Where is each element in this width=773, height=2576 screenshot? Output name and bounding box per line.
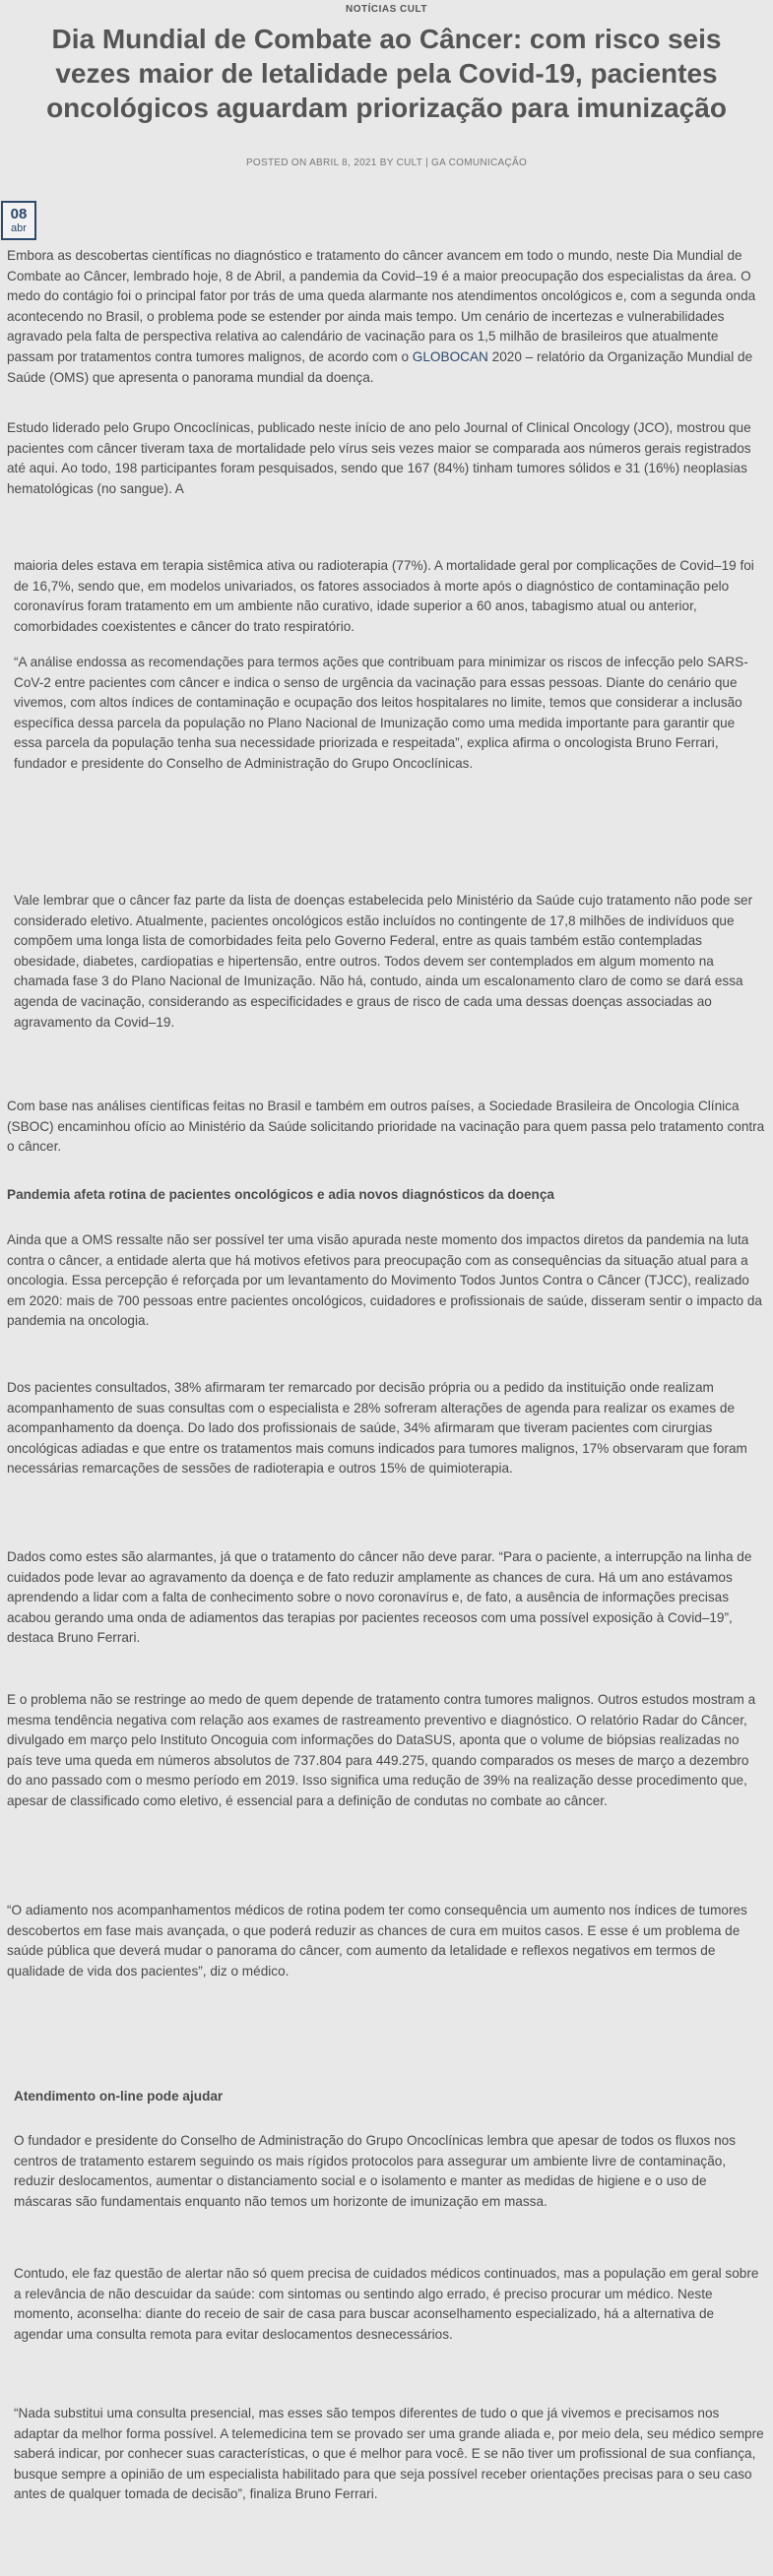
paragraph-3 — [7, 556, 766, 637]
date-badge-month: abr — [11, 222, 27, 234]
paragraph-3-text: maioria deles estava em terapia sistêmica ativa ou radioterapia (77%). A mortalidade geral por complicações de Covid–19 foi de 16,7%, sendo que, em modelos univariados, os fatores associados à morte após o diagnóstico de contaminação pelo coronavírus foram tratamento em um ambiente não curativo, idade superior a 60 anos, tabagismo atual ou anterior, comorbidades coexistentes e câncer do trato respiratório. — [14, 558, 754, 634]
date-badge — [1, 201, 36, 240]
paragraph-6-text: Com base nas análises científicas feitas no Brasil e também em outros países, a Sociedade Brasileira de Oncologia Clínica (SBOC) encaminhou ofício ao Ministério da Saúde solicitando prioridade na vacinação para quem passa pelo tratamento contra o câncer. — [7, 1099, 765, 1155]
post-date-link[interactable]: ABRIL 8, 2021 — [309, 157, 377, 168]
paragraph-9-text: Dados como estes são alarmantes, já que o tratamento do câncer não deve parar. “Para o paciente, a interrupção na linha de cuidados pode levar ao agravamento da doença e de fato reduzir amplamente as chances de cura. Há um ano estávamos aprendendo a lidar com a falta de conhecimento sobre o novo coronavírus e, de fato, a ausência de informações precisas acabou gerando uma onda de adiamentos das terapias por pacientes receosos com uma possível exposição à Covid–19”, destaca Bruno Ferrari. — [7, 1549, 752, 1646]
posted-on-label: POSTED ON — [245, 157, 307, 168]
paragraph-1 — [7, 246, 766, 388]
paragraph-11 — [7, 1901, 766, 1981]
paragraph-5 — [7, 891, 766, 1033]
paragraph-7 — [7, 1230, 766, 1332]
author-link[interactable]: CULT | GA COMUNICAÇÃO — [396, 157, 528, 168]
article-title: Dia Mundial de Combate ao Câncer: com risco seis vezes maior de letalidade pela Covid-19, pacientes oncológicos aguardam priorização para imunização — [46, 24, 727, 123]
paragraph-14 — [7, 2404, 766, 2505]
date-badge-day: 08 — [10, 206, 28, 222]
paragraph-14-text: “Nada substitui uma consulta presencial, mas esses são tempos diferentes de tudo o que já vivemos e precisamos nos adaptar da melhor forma possível. A telemedicina tem se provado ser uma grande aliada e, por meio dela, seu médico sempre saberá indicar, por conhecer suas características, o que é melhor para você. E se não tiver um profissional de sua confiança, busque sempre a opinião de um especialista habilitado para que seja possível receber orientações precisas para o seu caso antes de qualquer tomada de decisão”, finaliza Bruno Ferrari. — [14, 2406, 764, 2502]
section-heading-atendimento-text: Atendimento on-line pode ajudar — [14, 2089, 224, 2104]
paragraph-8 — [7, 1378, 766, 1479]
paragraph-4 — [7, 653, 766, 775]
paragraph-7-text: Ainda que a OMS ressalte não ser possível ter uma visão apurada neste momento dos impactos diretos da pandemia na luta contra o câncer, a entidade alerta que há motivos efetivos para preocupação com as consequências da situação atual para a oncologia. Essa percepção é reforçada por um levantamento do Movimento Todos Juntos Contra o Câncer (TJCC), realizado em 2020: mais de 700 pessoas entre pacientes oncológicos, cuidadores e profissionais de saúde, disseram sentir o impacto da pandemia na oncologia. — [7, 1232, 762, 1329]
paragraph-10-text: E o problema não se restringe ao medo de quem depende de tratamento contra tumores malignos. Outros estudos mostram a mesma tendência negativa com relação aos exames de rastreamento preventivo e diagnóstico. O relatório Radar do Câncer, divulgado em março pelo Instituto Oncoguia com informações do DataSUS, aponta que o volume de biópsias realizadas no país teve uma queda em números absolutos de 737.804 para 449.275, quando comparados os meses de março a dezembro do ano passado com o mesmo período em 2019. Isso significa uma redução de 39% na realização desse procedimento que, apesar de classificado como eletivo, é essencial para a definição de condutas no combate ao câncer. — [7, 1692, 756, 1808]
paragraph-2-text: Estudo liderado pelo Grupo Oncoclínicas, publicado neste início de ano pelo Journal of Clinical Oncology (JCO), mostrou que pacientes com câncer tiveram taxa de mortalidade pelo vírus seis vezes maior se comparada aos números gerais registrados até aqui. Ao todo, 198 participantes foram pesquisados, sendo que 167 (84%) tinham tumores sólidos e 31 (16%) neoplasias hematológicas (no sangue). A — [7, 420, 751, 496]
post-category[interactable]: NOTÍCIAS CULT — [346, 4, 427, 15]
paragraph-4-text: “A análise endossa as recomendações para termos ações que contribuam para minimizar os riscos de infecção pelo SARS-CoV-2 entre pacientes com câncer e indica o senso de urgência da vacinação para essas pessoas. Diante do cenário que vivemos, com altos índices de contaminação e ocupação dos leitos hospitalares no limite, temos que considerar a inclusão específica dessa parcela da população no Plano Nacional de Imunização como uma medida importante para garantir que essa parcela da população tenha sua necessidade priorizada e respeitada”, explica afirma o oncologista Bruno Ferrari, fundador e presidente do Conselho de Administração do Grupo Oncoclínicas. — [14, 655, 748, 771]
by-label: BY — [379, 157, 394, 168]
paragraph-12 — [7, 2131, 766, 2212]
paragraph-1-text-b: 2020 – relatório da Organização Mundial de Saúde (OMS) que apresenta o panorama mundial da doença. — [7, 348, 753, 385]
section-heading-atendimento — [7, 2087, 766, 2107]
section-heading-pandemia — [7, 1185, 766, 1206]
paragraph-9 — [7, 1547, 766, 1649]
paragraph-1-text-a: Embora as descobertas científicas no diagnóstico e tratamento do câncer avancem em todo o mundo, neste Dia Mundial de Combate ao Câncer, lembrado hoje, 8 de Abril, a pandemia da Covid–19 é a maior preocupação dos especialistas da área. O medo do contágio foi o principal fator por trás de uma queda alarmante nos atendimentos oncológicos e, com a segunda onda acontecendo no Brasil, o problema pode se estender por ainda mais tempo. Um cenário de incertezas e vulnerabilidades agravado pela falta de perspectiva relativa ao calendário de vacinação para os 1,5 milhão de brasileiros que atualmente passam por tratamentos contra tumores malignos, de acordo com o — [7, 248, 756, 364]
paragraph-2 — [7, 418, 766, 499]
paragraph-5-text: Vale lembrar que o câncer faz parte da lista de doenças estabelecida pelo Ministério da Saúde cujo tratamento não pode ser considerado eletivo. Atualmente, pacientes oncológicos estão incluídos no contingente de 17,8 milhões de indivíduos que compõem uma longa lista de comorbidades feita pelo Governo Federal, entre as quais também estão contempladas obesidade, diabetes, cardiopatias e hipertensão, entre outros. Todos devem ser contemplados em algum momento na chamada fase 3 do Plano Nacional de Imunização. Não há, contudo, ainda um escalonamento claro de como se dará essa agenda de vacinação, considerando as especificidades e graus de risco de cada uma dessas doenças associadas ao agravamento da Covid–19. — [14, 893, 753, 1030]
globocan-link[interactable]: GLOBOCAN — [412, 348, 488, 364]
paragraph-10 — [7, 1690, 766, 1812]
paragraph-13-text: Contudo, ele faz questão de alertar não só quem precisa de cuidados médicos continuados, mas a população em geral sobre a relevância de não descuidar da saúde: com sintomas ou sentindo algo errado, é preciso procurar um médico. Neste momento, aconselha: diante do receio de sair de casa para buscar aconselhamento especializado, há a alternativa de agendar uma consulta remota para evitar deslocamentos desnecessários. — [14, 2266, 759, 2342]
paragraph-12-text: O fundador e presidente do Conselho de Administração do Grupo Oncoclínicas lembra que apesar de todos os fluxos nos centros de tratamento estarem seguindo os mais rígidos protocolos para assegurar um ambiente livre de contaminação, reduzir deslocamentos, aumentar o distanciamento social e o isolamento e manter as medidas de higiene e o uso de máscaras são fundamentais enquanto não temos um horizonte de imunização em massa. — [14, 2133, 736, 2209]
post-meta — [0, 157, 773, 168]
paragraph-11-text: “O adiamento nos acompanhamentos médicos de rotina podem ter como consequência um aumento nos índices de tumores descobertos em fase mais avançada, o que poderá reduzir as chances de cura em muitos casos. E esse é um problema de saúde pública que deverá mudar o panorama do câncer, com aumento da letalidade e reflexos negativos em termos de qualidade de vida dos pacientes”, diz o médico. — [7, 1903, 747, 1979]
paragraph-6 — [7, 1097, 766, 1158]
paragraph-8-text: Dos pacientes consultados, 38% afirmaram ter remarcado por decisão própria ou a pedido da instituição onde realizam acompanhamento de suas consultas com o especialista e 28% sofreram alterações de agenda para realizar os exames de acompanhamento da doença. Do lado dos profissionais de saúde, 34% afirmaram que tiveram pacientes com cirurgias oncológicas adiadas e que entre os tratamentos mais comuns indicados para tumores malignos, 17% observaram que foram necessárias remarcações de sessões de radioterapia e outros 15% de quimioterapia. — [7, 1380, 747, 1476]
paragraph-13 — [7, 2264, 766, 2345]
section-heading-pandemia-text: Pandemia afeta rotina de pacientes oncológicos e adia novos diagnósticos da doença — [7, 1187, 554, 1202]
